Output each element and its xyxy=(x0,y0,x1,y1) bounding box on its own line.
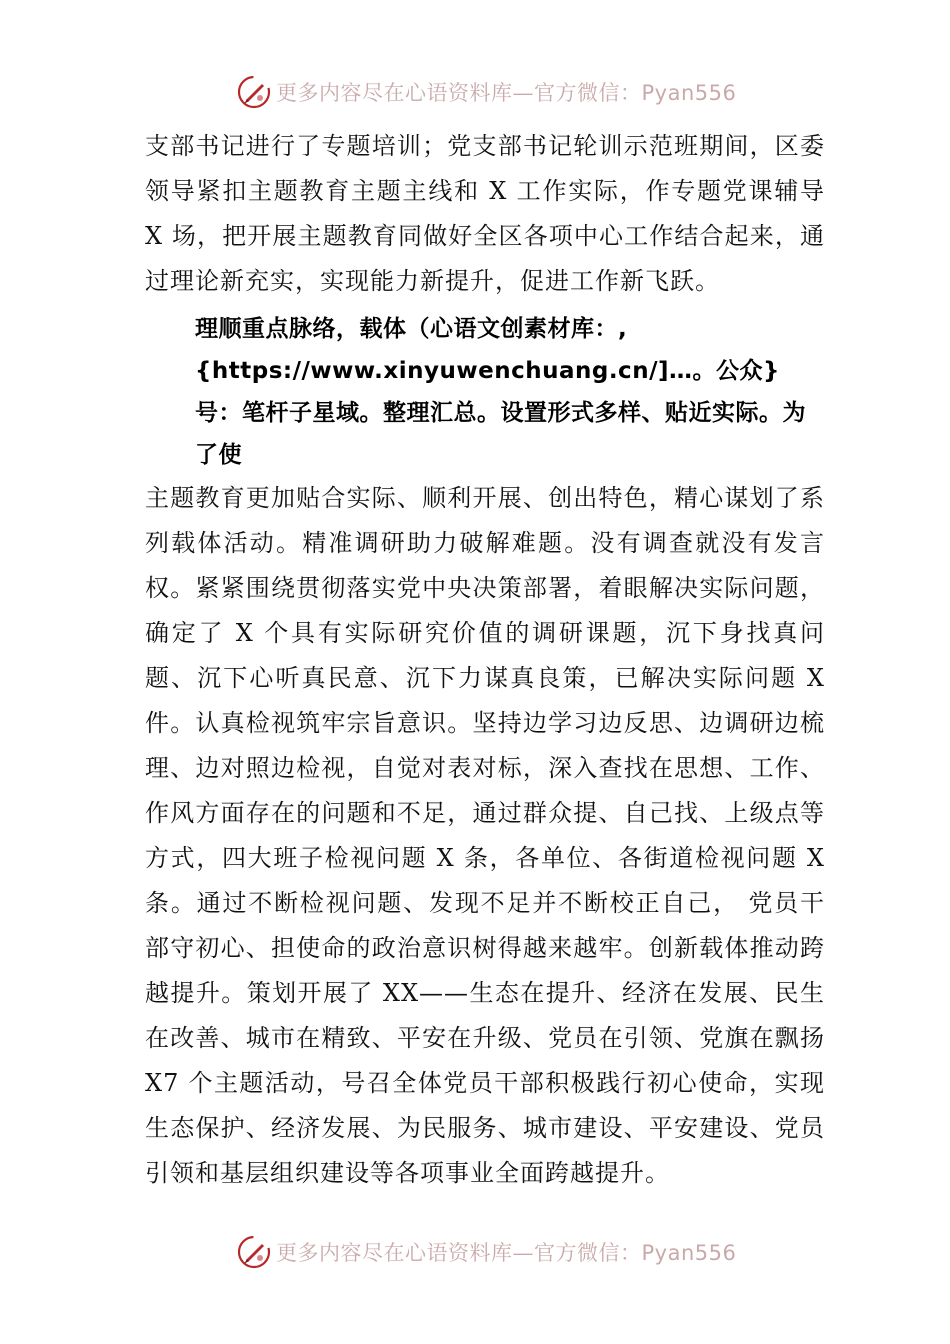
footer-banner-text xyxy=(276,1237,736,1267)
header-banner-text xyxy=(276,77,736,107)
paragraph-2: 主题教育更加贴合实际、顺利开展、创出特色，精心谋划了系列载体活动。精准调研助力破解难题。没有调查就没有发言权。紧紧围绕贯彻落实党中央决策部署，着眼解决实际问题，确定了 X 个具有实际研究价值的调研课题，沉下身找真问题、沉下心听真民意、沉下力谋真良策，已解决实际问题 X 件。认真检视筑牢宗旨意识。坚持边学习边反思、边调研边梳理、边对照边检视，自觉对表对标，深入查找在思想、工作、作风方面存在的问题和不足，通过群众提、自己找、上级点等方式，四大班子检视问题 X 条，各单位、各街道检视问题 X 条。通过不断检视问题、发现不足并不断校正自己， 党员干部守初心、担使命的政治意识树得越来越牢。创新载体推动跨越提升。策划开展了 XX——生态在提升、经济在发展、民生在改善、城市在精致、平安在升级、党员在引领、党旗在飘扬 X7 个主题活动，号召全体党员干部积极践行初心使命，实现生态保护、经济发展、为民服务、城市建设、平安建设、党员引领和基层组织建设等各项事业全面跨越提升。 xyxy=(145,484,825,1187)
document-body xyxy=(145,124,825,1196)
paragraph-1: 支部书记进行了专题培训；党支部书记轮训示范班期间，区委领导紧扣主题教育主题主线和 X 工作实际，作专题党课辅导 X 场，把开展主题教育同做好全区各项中心工作结合起来，通过理论新充实，实现能力新提升，促进工作新飞跃。 xyxy=(145,132,825,295)
header-wechat-id: Pyan556 xyxy=(641,81,737,105)
footer-wechat-id: Pyan556 xyxy=(641,1241,737,1265)
footer-banner xyxy=(236,1232,756,1272)
bold-heading-paragraph: 理顺重点脉络，载体（心语文创素材库：,{https://www.xinyuwenchuang.cn/]…。公众}号：笔杆子星域。整理汇总。设置形式多样、贴近实际。为了使 xyxy=(195,316,806,468)
pen-logo-icon xyxy=(236,1234,272,1270)
pen-logo-icon xyxy=(236,74,272,110)
footer-banner-label: 更多内容尽在心语资料库—官方微信： xyxy=(276,1241,642,1265)
header-banner xyxy=(236,72,756,112)
header-banner-label: 更多内容尽在心语资料库—官方微信： xyxy=(276,81,642,105)
